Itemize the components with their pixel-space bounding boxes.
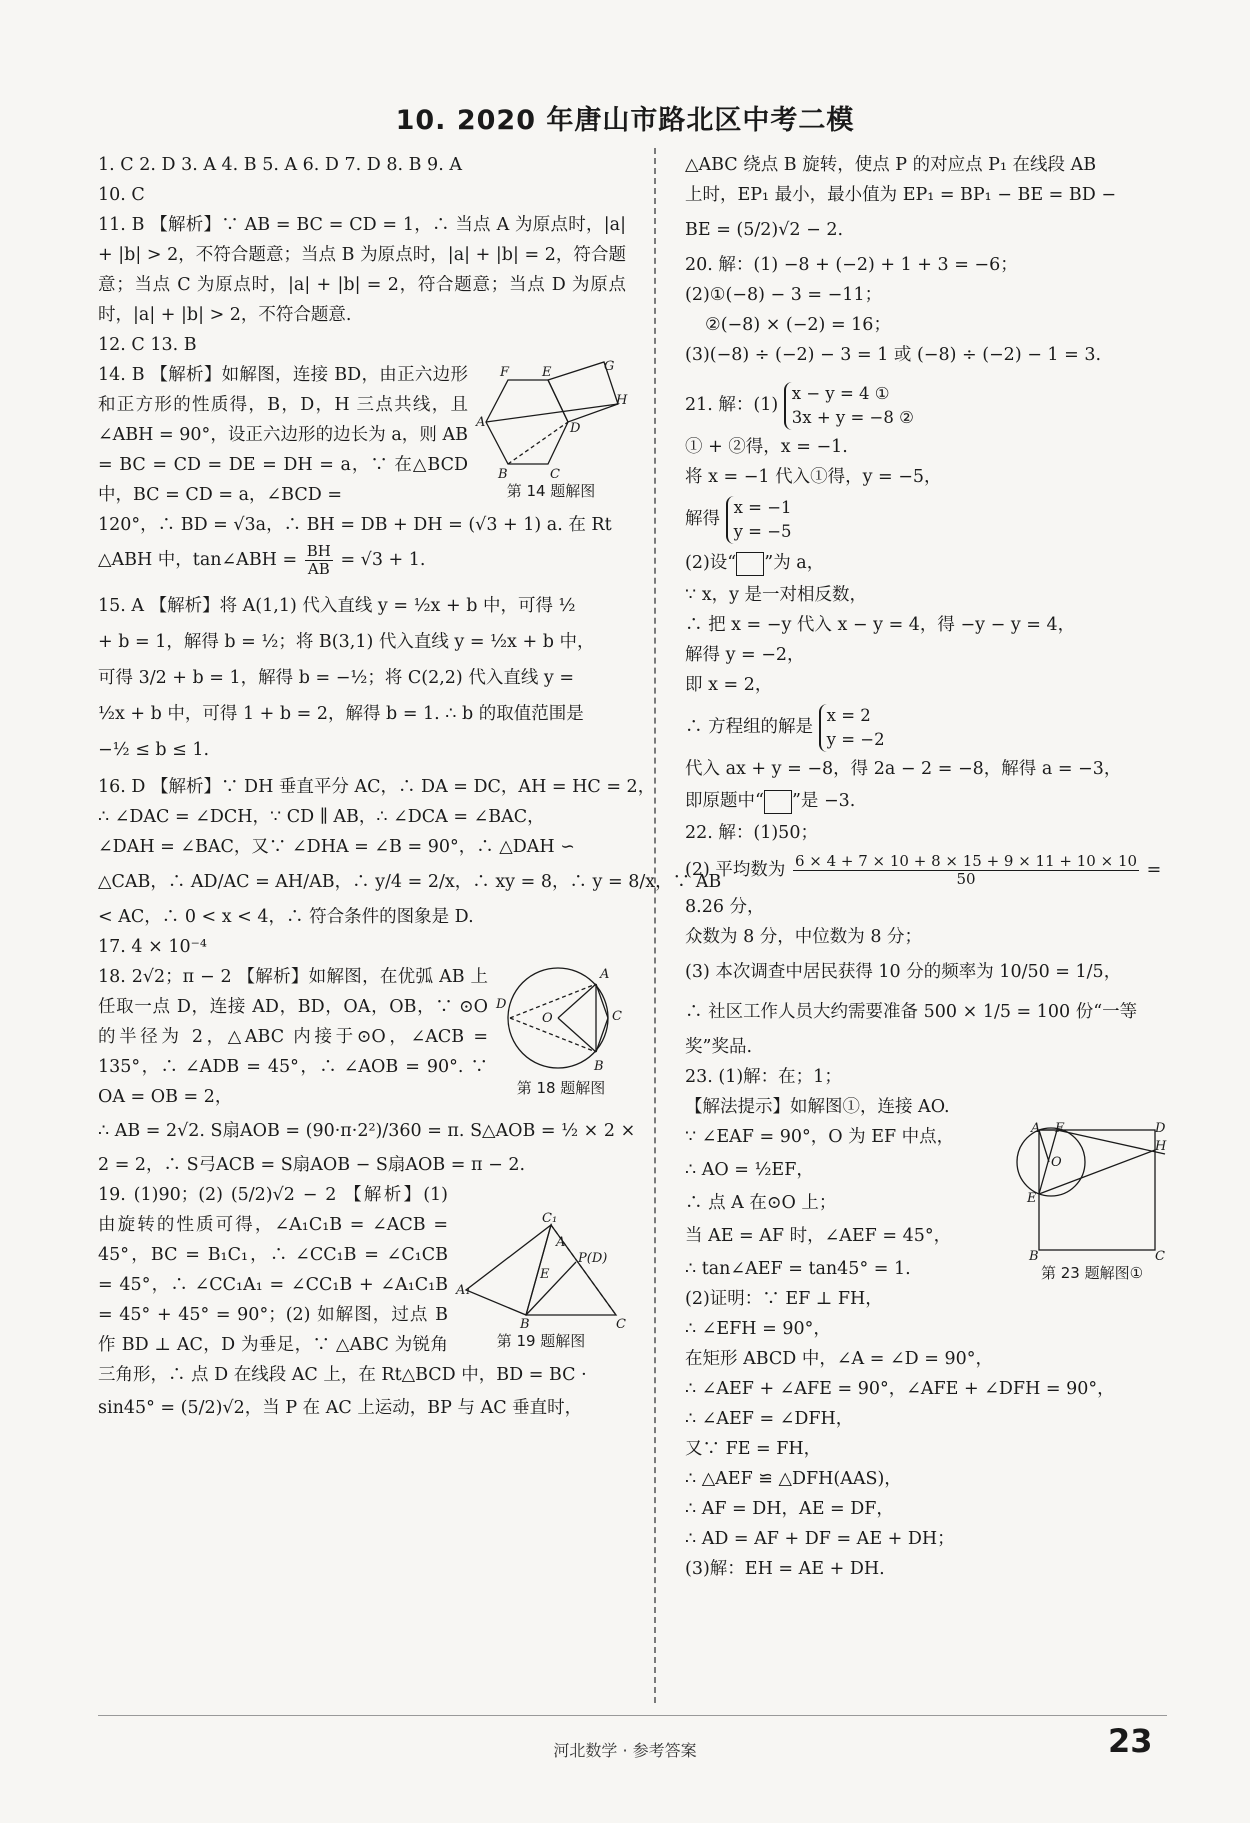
answer-21-system [685,378,1167,432]
answer-23-b: 【解法提示】如解图①，连接 AO. [685,1097,950,1117]
footer-text: 河北数学 · 参考答案 [553,1741,697,1760]
answer-23-j: 在矩形 ABCD 中，∠A = ∠D = 90°， [685,1349,993,1369]
mean-denominator: 50 [956,870,976,888]
answer-21-g: ∴ 把 x = −y 代入 x − y = 4，得 −y − y = 4， [685,615,1076,635]
answer-22-e: (3) 本次调查中居民获得 10 分的频率为 10/50 = 1/5， [685,962,1122,982]
answer-23-g: ∴ tan∠AEF = tan45° = 1. [685,1259,911,1279]
answer-21-system-label: ∴ 方程组的解是 [685,717,814,737]
solution-x: x = −1 [733,497,792,517]
equation-1: x − y = 4 ① [791,383,890,403]
answer-15-line4: ½x + b 中，可得 1 + b = 2，解得 b = 1. ∴ b 的取值范围是 [98,704,584,724]
svg-text:C₁: C₁ [542,1211,558,1226]
answer-21-k: 代入 ax + y = −8，得 2a − 2 = −8，解得 a = −3， [685,759,1122,779]
answer-22-equals: = [1146,860,1162,880]
answer-16-line4: △CAB，∴ AD/AC = AH/AB，∴ y/4 = 2/x，∴ xy = 8，∴ y = 8/x，∵ AB [98,872,722,892]
answer-21-final-end: ”是 −3. [791,791,856,811]
answer-21-solution2 [685,700,1167,754]
answer-21-i: 即 x = 2， [685,675,773,695]
svg-text:A: A [476,415,486,430]
answer-19-cont-2: 上时，EP₁ 最小，最小值为 EP₁ = BP₁ − BE = BD − [685,185,1117,205]
svg-text:O: O [542,1011,553,1026]
svg-text:H: H [616,393,628,408]
answer-23-i: ∴ ∠EFH = 90°， [685,1319,831,1339]
svg-text:D: D [570,421,581,436]
answer-19-cont-1: △ABC 绕点 B 旋转，使点 P 的对应点 P₁ 在线段 AB [685,155,1097,175]
answer-20-4: (3)(−8) ÷ (−2) − 3 = 1 或 (−8) ÷ (−2) − 1 = 3. [685,345,1102,365]
svg-text:F: F [500,365,510,380]
svg-text:C: C [612,1009,622,1024]
figure-23-caption: 第 23 题解图① [1040,1264,1144,1282]
answer-23-p: ∴ AD = AF + DF = AE + DH； [685,1529,955,1549]
figure-14 [476,360,626,502]
answer-16-line3: ∠DAH = ∠BAC，又∵ ∠DHA = ∠B = 90°，∴ △DAH ∽ [98,837,575,857]
answer-21-final-start: 即原题中“ [685,791,764,811]
answer-18: 18. 2√2；π − 2 【解析】如解图，在优弧 AB 上任取一点 D，连接 AD，BD，OA，OB，∵ ⊙O 的半径为 2，△ABC 内接于⊙O，∠ACB = 135°，∴ ∠ADB = 45°，∴ ∠AOB = 90°. ∵ OA = OB = 2， [98,967,488,1107]
answer-23-d: ∴ AO = ½EF， [685,1160,814,1180]
svg-text:H: H [1155,1139,1167,1154]
figure-23 [1017,1122,1167,1284]
svg-text:C: C [550,467,560,482]
answer-21-solve-label: 解得 [685,509,720,529]
svg-text:B: B [498,467,508,482]
answer-20-2: (2)①(−8) − 3 = −11； [685,285,883,305]
answer-23-n: ∴ △AEF ≌ △DFH(AAS)， [685,1469,902,1489]
answer-15-line5: −½ ≤ b ≤ 1. [98,740,210,760]
answer-16-line2: ∴ ∠DAC = ∠DCH，∵ CD ∥ AB，∴ ∠DCA = ∠BAC， [98,807,545,827]
figure-14-drawing [476,360,626,480]
svg-text:C: C [616,1317,626,1332]
answer-23-o: ∴ AF = DH，AE = DF， [685,1499,894,1519]
figure-23-drawing [1017,1122,1167,1262]
figure-18-caption: 第 18 题解图 [516,1079,606,1097]
svg-text:G: G [604,359,615,374]
svg-text:O: O [1051,1155,1062,1170]
fraction-denominator: AB [307,560,330,578]
answer-22-c: 8.26 分， [685,897,765,917]
svg-text:A: A [1031,1121,1041,1136]
answer-21-add: ① + ②得，x = −1. [685,437,848,457]
answer-20-1: 20. 解：(1) −8 + (−2) + 1 + 3 = −6； [685,255,1018,275]
answer-14-tan-result: = √3 + 1. [340,550,426,570]
answer-15-line2: + b = 1，解得 b = ½；将 B(3,1) 代入直线 y = ½x + b 中， [98,632,595,652]
svg-text:E: E [542,365,552,380]
svg-text:F: F [1055,1121,1065,1136]
svg-text:A: A [556,1235,566,1250]
svg-text:P(D): P(D) [578,1251,608,1266]
answer-23-l: ∴ ∠AEF = ∠DFH， [685,1409,854,1429]
solution-system-2 [819,704,885,752]
svg-text:D: D [1155,1121,1166,1136]
answer-22-g: 奖”奖品. [685,1037,753,1057]
blank-box [736,552,764,576]
answer-18-line3: 2 = 2，∴ S弓ACB = S扇AOB − S扇AOB = π − 2. [98,1155,526,1175]
svg-text:C: C [1155,1249,1165,1264]
answers-1-9: 1. C 2. D 3. A 4. B 5. A 6. D 7. D 8. B 9. A [98,155,462,175]
fraction-numerator: BH [306,542,331,560]
answer-19-line2: sin45° = (5/2)√2，当 P 在 AC 上运动，BP 与 AC 垂直时， [98,1398,583,1418]
svg-text:E: E [1027,1191,1037,1206]
answer-21-part2 [685,546,1167,580]
mean-fraction [793,853,1139,888]
column-divider [654,148,656,1703]
answer-23-k: ∴ ∠AEF + ∠AFE = 90°，∠AFE + ∠DFH = 90°， [685,1379,1115,1399]
figure-18 [496,962,626,1099]
solution-system-1 [726,496,792,544]
answer-18-line2: ∴ AB = 2√2. S扇AOB = (90·π·2²)/360 = π. S△AOB = ½ × 2 × [98,1121,636,1141]
answer-20-3: ②(−8) × (−2) = 16； [705,315,891,335]
svg-text:E: E [540,1267,550,1282]
page-title: 10. 2020 年唐山市路北区中考二模 [395,105,855,136]
svg-text:B: B [1029,1249,1039,1264]
equation-2: 3x + y = −8 ② [791,407,914,427]
solution-x2: x = 2 [826,705,871,725]
svg-text:A: A [600,967,610,982]
answer-22-d: 众数为 8 分，中位数为 8 分； [685,927,923,947]
answer-23-q: (3)解：EH = AE + DH. [685,1559,885,1579]
answer-21-label: 21. 解：(1) [685,395,779,415]
answer-16-line1: 16. D 【解析】∵ DH 垂直平分 AC，∴ DA = DC，AH = HC = 2， [98,777,656,797]
answer-22-f: ∴ 社区工作人员大约需要准备 500 × 1/5 = 100 份“一等 [685,1002,1138,1022]
answer-21-let-a-end: ”为 a， [764,553,825,573]
answer-23-e: ∴ 点 A 在⊙O 上； [685,1193,837,1213]
solution-y: y = −5 [733,521,792,541]
answer-21-h: 解得 y = −2， [685,645,805,665]
right-column [685,150,1167,1584]
footer-rule [98,1715,1167,1716]
svg-text:A₁: A₁ [456,1283,471,1298]
answer-22-1: 22. 解：(1)50； [685,823,818,843]
answer-15-line3: 可得 3/2 + b = 1，解得 b = −½；将 C(2,2) 代入直线 y = [98,668,574,688]
mean-numerator: 6 × 4 + 7 × 10 + 8 × 15 + 9 × 11 + 10 × 10 [794,852,1138,870]
page-number: 23 [1108,1722,1153,1760]
answer-14: 14. B 【解析】如解图，连接 BD，由正六边形和正方形的性质得，B，D，H 三点共线，且∠ABH = 90°，设正六边形的边长为 a，则 AB = BC = CD = DE = DH = a，∵ 在△BCD 中，BC = CD = a，∠BCD = [98,365,468,505]
figure-14-caption: 第 14 题解图 [506,482,596,500]
answer-21-f: ∵ x，y 是一对相反数， [685,585,868,605]
answer-23-a: 23. (1)解：在；1； [685,1067,842,1087]
answer-15-line1: 15. A 【解析】将 A(1,1) 代入直线 y = ½x + b 中，可得 ½ [98,596,576,616]
answer-14-line2: 120°，∴ BD = √3a，∴ BH = DB + DH = (√3 + 1) a. 在 Rt [98,515,612,535]
figure-19-drawing [456,1210,626,1330]
answer-23-c: ∵ ∠EAF = 90°，O 为 EF 中点， [685,1127,955,1147]
answer-16-line5: < AC，∴ 0 < x < 4，∴ 符合条件的图象是 D. [98,907,474,927]
answer-21-final [685,784,1167,818]
answers-12-13: 12. C 13. B [98,335,197,355]
answer-17: 17. 4 × 10⁻⁴ [98,937,207,957]
answer-23-h: (2)证明：∵ EF ⊥ FH， [685,1289,883,1309]
figure-19 [456,1210,626,1352]
answer-14-line3 [98,540,626,580]
answer-21-sub: 将 x = −1 代入①得，y = −5， [685,467,942,487]
svg-text:B: B [520,1317,530,1332]
answer-10: 10. C [98,185,145,205]
answer-22-mean-label: (2) 平均数为 [685,860,786,880]
answer-22-mean [685,848,1167,892]
figure-19-caption: 第 19 题解图 [496,1332,586,1350]
answer-14-tan-prefix: △ABH 中，tan∠ABH = [98,550,298,570]
blank-box-2 [764,790,792,814]
svg-text:D: D [496,997,507,1012]
fraction-bh-ab [305,543,333,578]
answer-23-m: 又∵ FE = FH， [685,1439,822,1459]
equation-system-1 [784,382,914,430]
solution-y2: y = −2 [826,729,885,749]
answer-19: 19. (1)90；(2) (5/2)√2 − 2 【解析】(1) 由旋转的性质可得，∠A₁C₁B = ∠ACB = 45°，BC = B₁C₁，∴ ∠CC₁B = ∠C₁CB = 45°，∴ ∠CC₁A₁ = ∠CC₁B + ∠A₁C₁B = 45° + 45° = 90°；(2) 如解图，过点 B 作 BD ⊥ AC，D 为垂足，∵ △ABC 为锐角三角形，∴ 点 D 在线段 AC 上，在 Rt△BCD 中，BD = BC · [98,1185,587,1385]
answer-11: 11. B 【解析】∵ AB = BC = CD = 1，∴ 当点 A 为原点时，|a| + |b| > 2，不符合题意；当点 B 为原点时，|a| + |b| = 2，符合题意；当点 C 为原点时，|a| + |b| = 2，符合题意；当点 D 为原点时，|a| + |b| > 2，不符合题意. [98,215,626,325]
svg-text:B: B [594,1059,604,1074]
answer-19-cont-3: BE = (5/2)√2 − 2. [685,220,844,240]
answer-21-solution [685,492,1167,546]
answer-23-f: 当 AE = AF 时，∠AEF = 45°， [685,1226,952,1246]
answer-21-let-a: (2)设“ [685,553,737,573]
figure-18-drawing [496,962,626,1077]
